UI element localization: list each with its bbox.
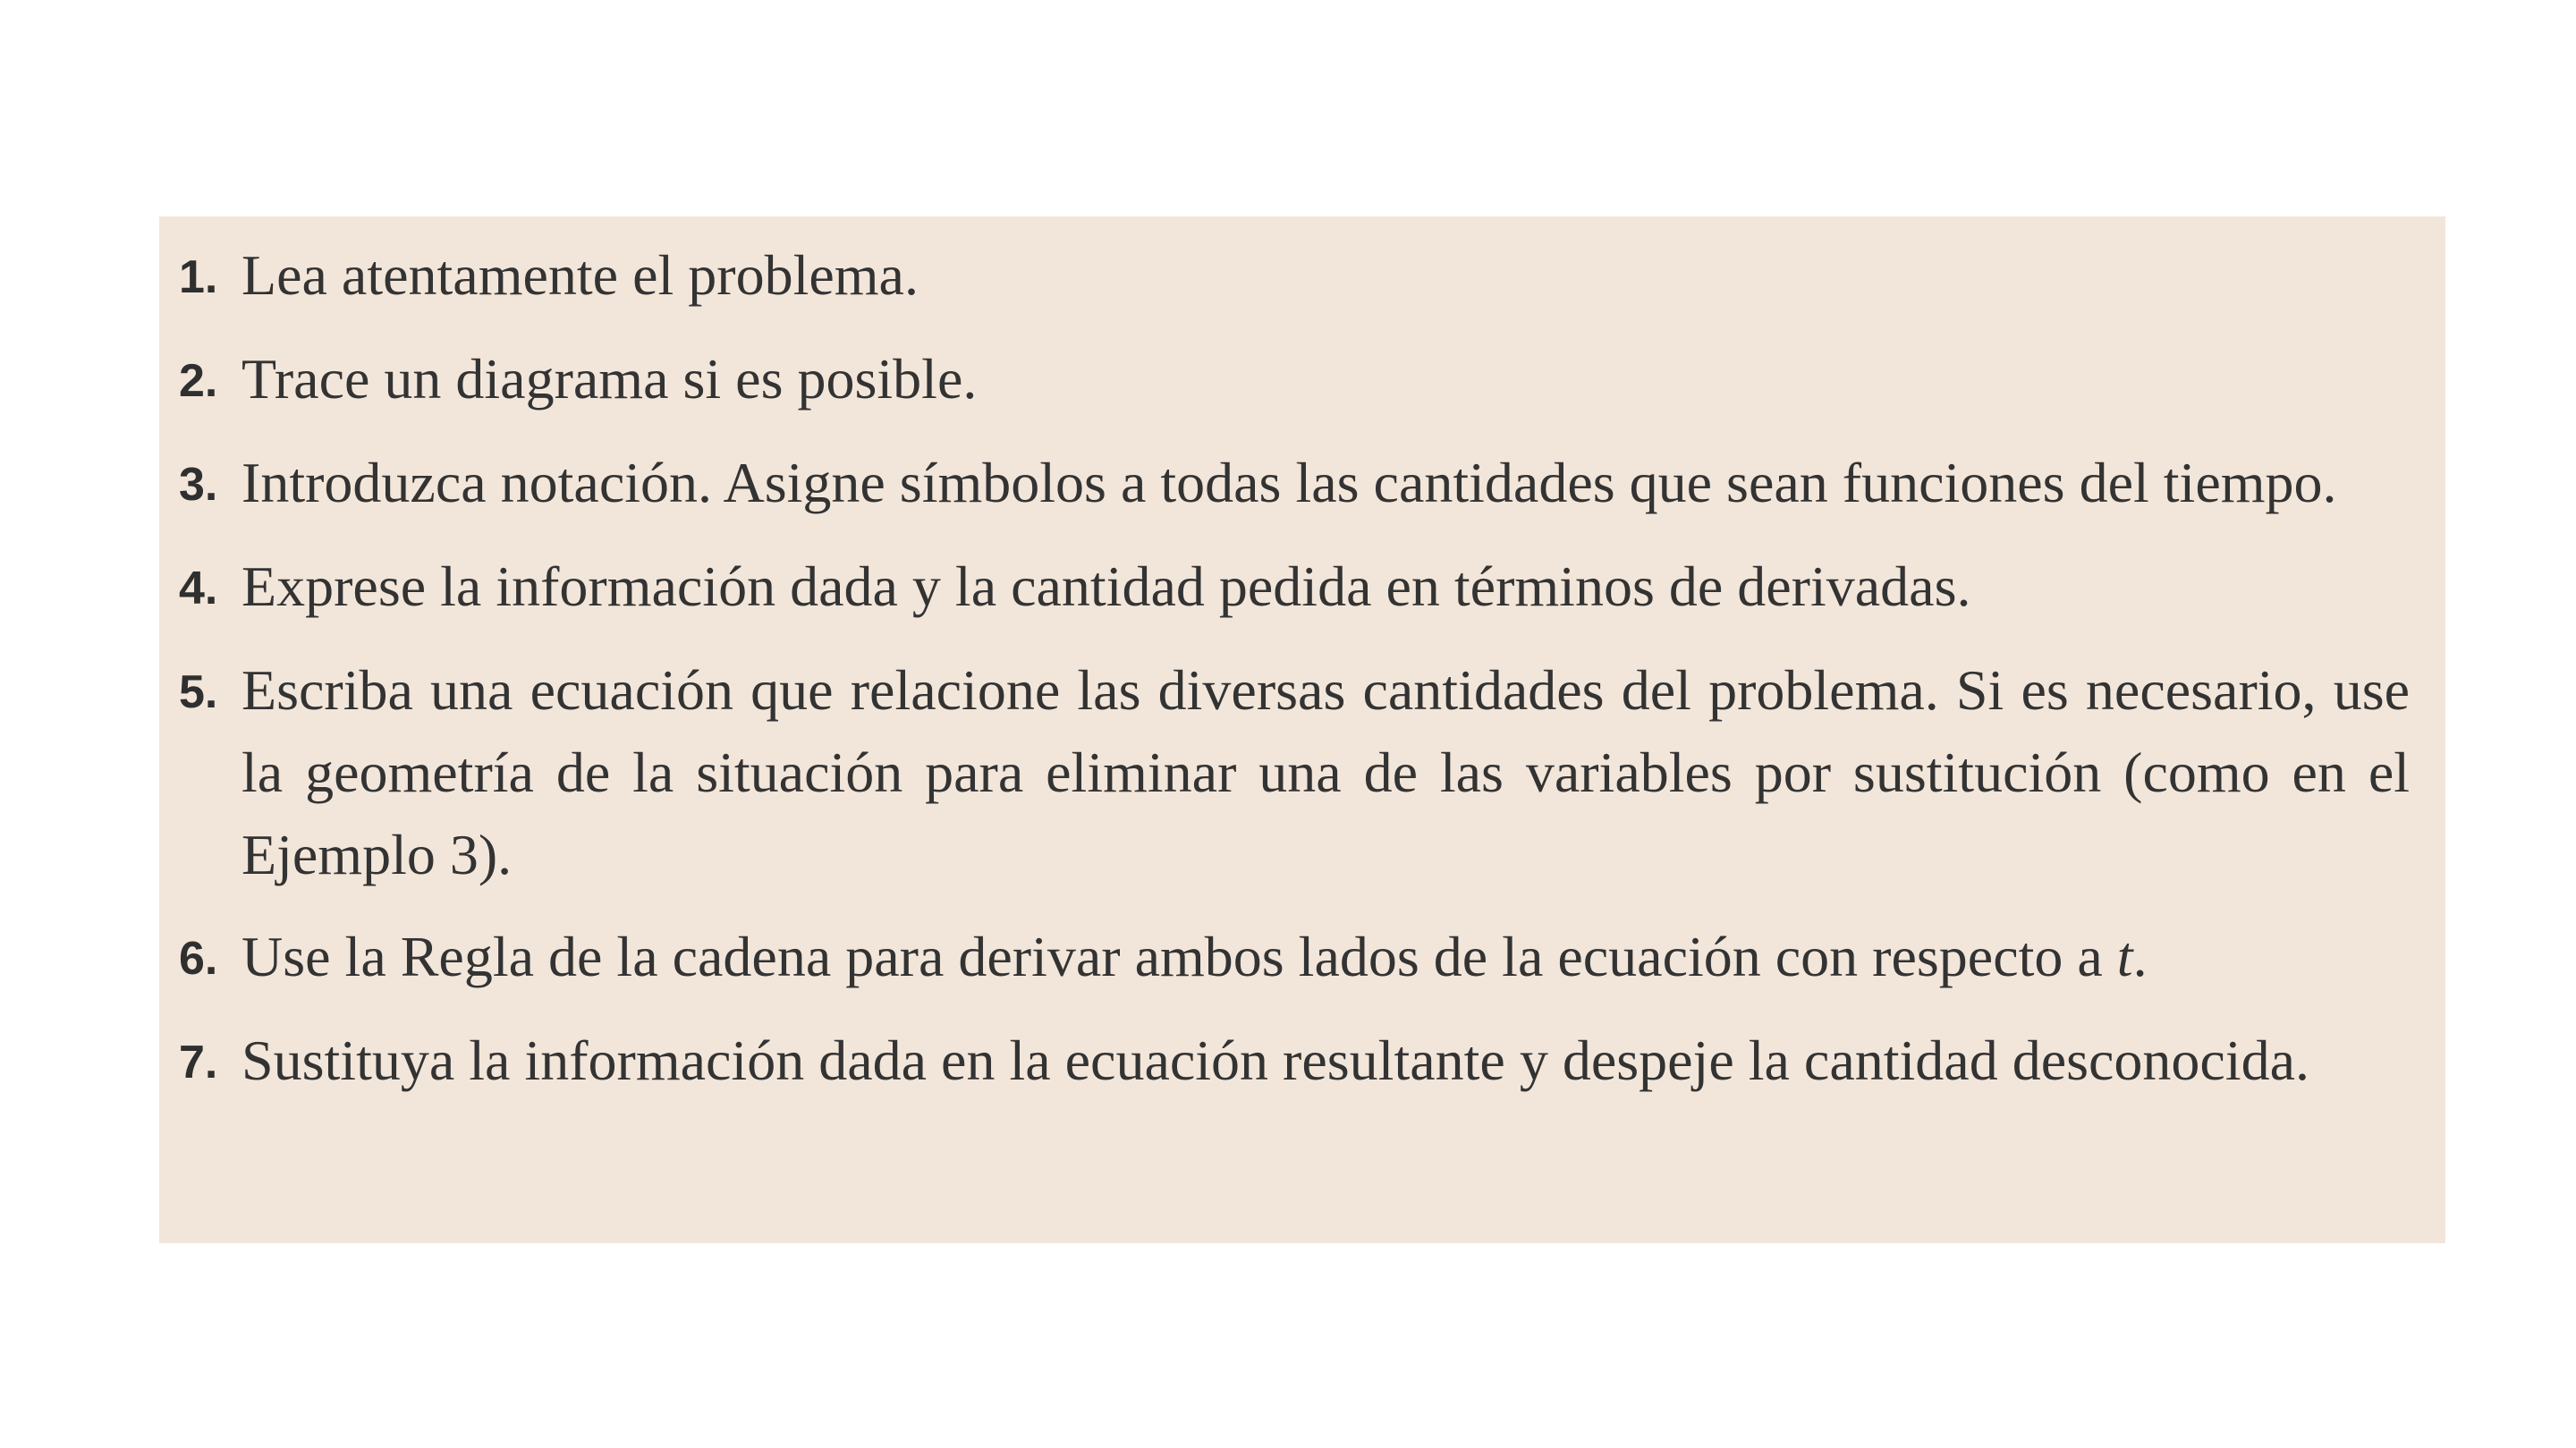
step-number: 6. [179, 933, 218, 985]
step-text: Escriba una ecuación que relacione las diversas cantidades del problema. Si es necesario, use la geometría de la situación para eliminar una de las variables por sustitución (como en el Ejemplo 3). [242, 658, 2410, 886]
problem-solving-steps-box [159, 216, 2445, 1243]
step-item [179, 1020, 2410, 1104]
step-number: 7. [179, 1037, 218, 1088]
step-number: 4. [179, 563, 218, 614]
step-text: Exprese la información dada y la cantidad pedida en términos de derivadas. [242, 555, 1971, 618]
step-number: 1. [179, 251, 218, 303]
step-number: 5. [179, 666, 218, 718]
step-item [179, 546, 2410, 630]
step-item [179, 916, 2410, 1000]
step-text: Introduzca notación. Asigne símbolos a todas las cantidades que sean funciones del tiempo. [242, 451, 2337, 514]
step-item [179, 649, 2410, 896]
step-text [242, 916, 2410, 998]
step-item [179, 234, 2410, 318]
step-text-suffix: . [2132, 925, 2148, 988]
step-item [179, 442, 2410, 526]
step-text: Sustituya la información dada en la ecuación resultante y despeje la cantidad desconocida. [242, 1029, 2309, 1092]
step-text-main: Use la Regla de la cadena para derivar ambos lados de la ecuación con respecto a [242, 925, 2117, 988]
steps-list [179, 234, 2410, 1104]
step-item [179, 338, 2410, 422]
time-variable: t [2116, 925, 2133, 988]
step-text: Trace un diagrama si es posible. [242, 347, 978, 411]
step-number: 2. [179, 355, 218, 407]
step-text: Lea atentamente el problema. [242, 243, 919, 307]
step-number: 3. [179, 459, 218, 511]
